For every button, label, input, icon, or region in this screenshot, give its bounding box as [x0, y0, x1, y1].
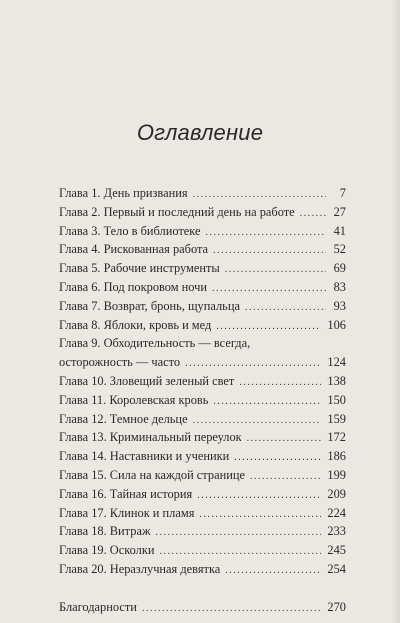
- leader-dots: [156, 527, 322, 538]
- toc-entry-chapter-10[interactable]: [59, 374, 346, 393]
- toc-entry-chapter-20[interactable]: [59, 562, 346, 581]
- toc-entry-page: 209: [327, 486, 346, 501]
- toc-entry-label: Благодарности: [59, 599, 137, 614]
- toc-entry-label: Глава 4. Рискованная работа: [59, 242, 209, 257]
- toc-entry-page: 93: [333, 298, 346, 313]
- leader-dots: [216, 321, 321, 332]
- toc-entry-chapter-16[interactable]: [59, 487, 346, 506]
- leader-dots: [225, 264, 326, 275]
- leader-dots: [300, 208, 326, 219]
- toc-entry-label: Глава 3. Тело в библиотеке: [59, 223, 201, 238]
- toc-entry-label: Глава 19. Осколки: [59, 543, 155, 558]
- toc-entry-chapter-1[interactable]: [59, 186, 346, 205]
- toc-entry-page: 245: [327, 543, 346, 558]
- toc-entry-page: 27: [333, 204, 346, 219]
- toc-entry-page: 233: [327, 524, 346, 539]
- leader-dots: [250, 471, 321, 482]
- leader-dots: [245, 302, 326, 313]
- toc-entry-label: Глава 12. Темное дельце: [59, 411, 188, 426]
- toc-entry-page: 69: [333, 261, 346, 276]
- toc-entry-label: Глава 10. Зловещий зеленый свет: [59, 373, 235, 388]
- toc-entry-label: осторожность — часто: [59, 355, 181, 370]
- toc-entry-label: Глава 9. Обходительность — всегда,: [59, 336, 251, 351]
- toc-entry-label: Глава 15. Сила на каждой странице: [59, 467, 245, 482]
- toc-entry-label: Глава 20. Неразлучная девятка: [59, 561, 221, 576]
- toc-entry-chapter-5[interactable]: [59, 261, 346, 280]
- toc-entry-page: 172: [327, 430, 346, 445]
- page-title: Оглавление: [136, 120, 264, 145]
- toc-entry-chapter-18[interactable]: [59, 524, 346, 543]
- toc-entry-page: 159: [327, 411, 346, 426]
- toc-entry-chapter-8[interactable]: [59, 318, 346, 337]
- toc-entry-page: 124: [327, 355, 346, 370]
- toc-entry-label: Глава 17. Клинок и пламя: [59, 505, 195, 520]
- toc-entry-chapter-17[interactable]: [59, 506, 346, 525]
- toc-entry-page: 41: [333, 223, 346, 238]
- toc-entry-label: Глава 18. Витраж: [59, 524, 151, 539]
- toc-entry-label: Глава 16. Тайная история: [59, 486, 193, 501]
- leader-dots: [193, 189, 326, 200]
- toc-entry-page: 52: [333, 242, 346, 257]
- page-edge: [392, 0, 400, 623]
- table-of-contents: [59, 186, 346, 619]
- leader-dots: [193, 415, 322, 426]
- toc-entry-chapter-15[interactable]: [59, 468, 346, 487]
- leader-dots: [213, 396, 321, 407]
- leader-dots: [212, 283, 326, 294]
- toc-entry-label: Глава 5. Рабочие инструменты: [59, 261, 220, 276]
- toc-entry-chapter-11[interactable]: [59, 393, 346, 412]
- toc-entry-page: 270: [327, 599, 346, 614]
- toc-entry-chapter-9-line-2[interactable]: [59, 355, 346, 374]
- leader-dots: [142, 603, 321, 614]
- leader-dots: [197, 490, 321, 501]
- toc-entry-chapter-4[interactable]: [59, 242, 346, 261]
- toc-entry-label: Глава 14. Наставники и ученики: [59, 449, 230, 464]
- leader-dots: [225, 565, 321, 576]
- toc-entry-label: Глава 13. Криминальный переулок: [59, 430, 242, 445]
- leader-dots: [213, 245, 326, 256]
- toc-entry-label: Глава 7. Возврат, бронь, щупальца: [59, 298, 240, 313]
- toc-entry-chapter-14[interactable]: [59, 449, 346, 468]
- toc-entry-chapter-12[interactable]: [59, 412, 346, 431]
- leader-dots: [185, 358, 321, 369]
- toc-entry-page: 138: [327, 373, 346, 388]
- leader-dots: [206, 227, 326, 238]
- toc-entry-chapter-13[interactable]: [59, 430, 346, 449]
- toc-entry-label: Глава 1. День призвания: [59, 186, 188, 200]
- toc-entry-page: 7: [339, 186, 346, 200]
- toc-entry-page: 150: [327, 392, 346, 407]
- leader-dots: [239, 377, 321, 388]
- leader-dots: [234, 452, 321, 463]
- toc-entry-chapter-3[interactable]: [59, 224, 346, 243]
- toc-entry-label: Глава 2. Первый и последний день на работе: [59, 204, 295, 219]
- toc-entry-label: Глава 6. Под покровом ночи: [59, 279, 208, 294]
- leader-dots: [160, 546, 322, 557]
- leader-dots: [247, 433, 322, 444]
- toc-entry-chapter-6[interactable]: [59, 280, 346, 299]
- toc-entry-label: Глава 11. Королевская кровь: [59, 392, 209, 407]
- toc-entry-chapter-9-line-1[interactable]: [59, 336, 346, 355]
- toc-entry-page: 83: [333, 279, 346, 294]
- leader-dots: [199, 509, 321, 520]
- toc-entry-page: 186: [327, 449, 346, 464]
- toc-entry-chapter-7[interactable]: [59, 299, 346, 318]
- toc-entry-acknowledgments[interactable]: [59, 600, 346, 619]
- toc-entry-page: 254: [327, 561, 346, 576]
- toc-entry-chapter-19[interactable]: [59, 543, 346, 562]
- toc-entry-page: 199: [327, 467, 346, 482]
- toc-entry-page: 106: [327, 317, 346, 332]
- toc-entry-page: 224: [327, 505, 346, 520]
- toc-entry-chapter-2[interactable]: [59, 205, 346, 224]
- toc-entry-label: Глава 8. Яблоки, кровь и мед: [59, 317, 212, 332]
